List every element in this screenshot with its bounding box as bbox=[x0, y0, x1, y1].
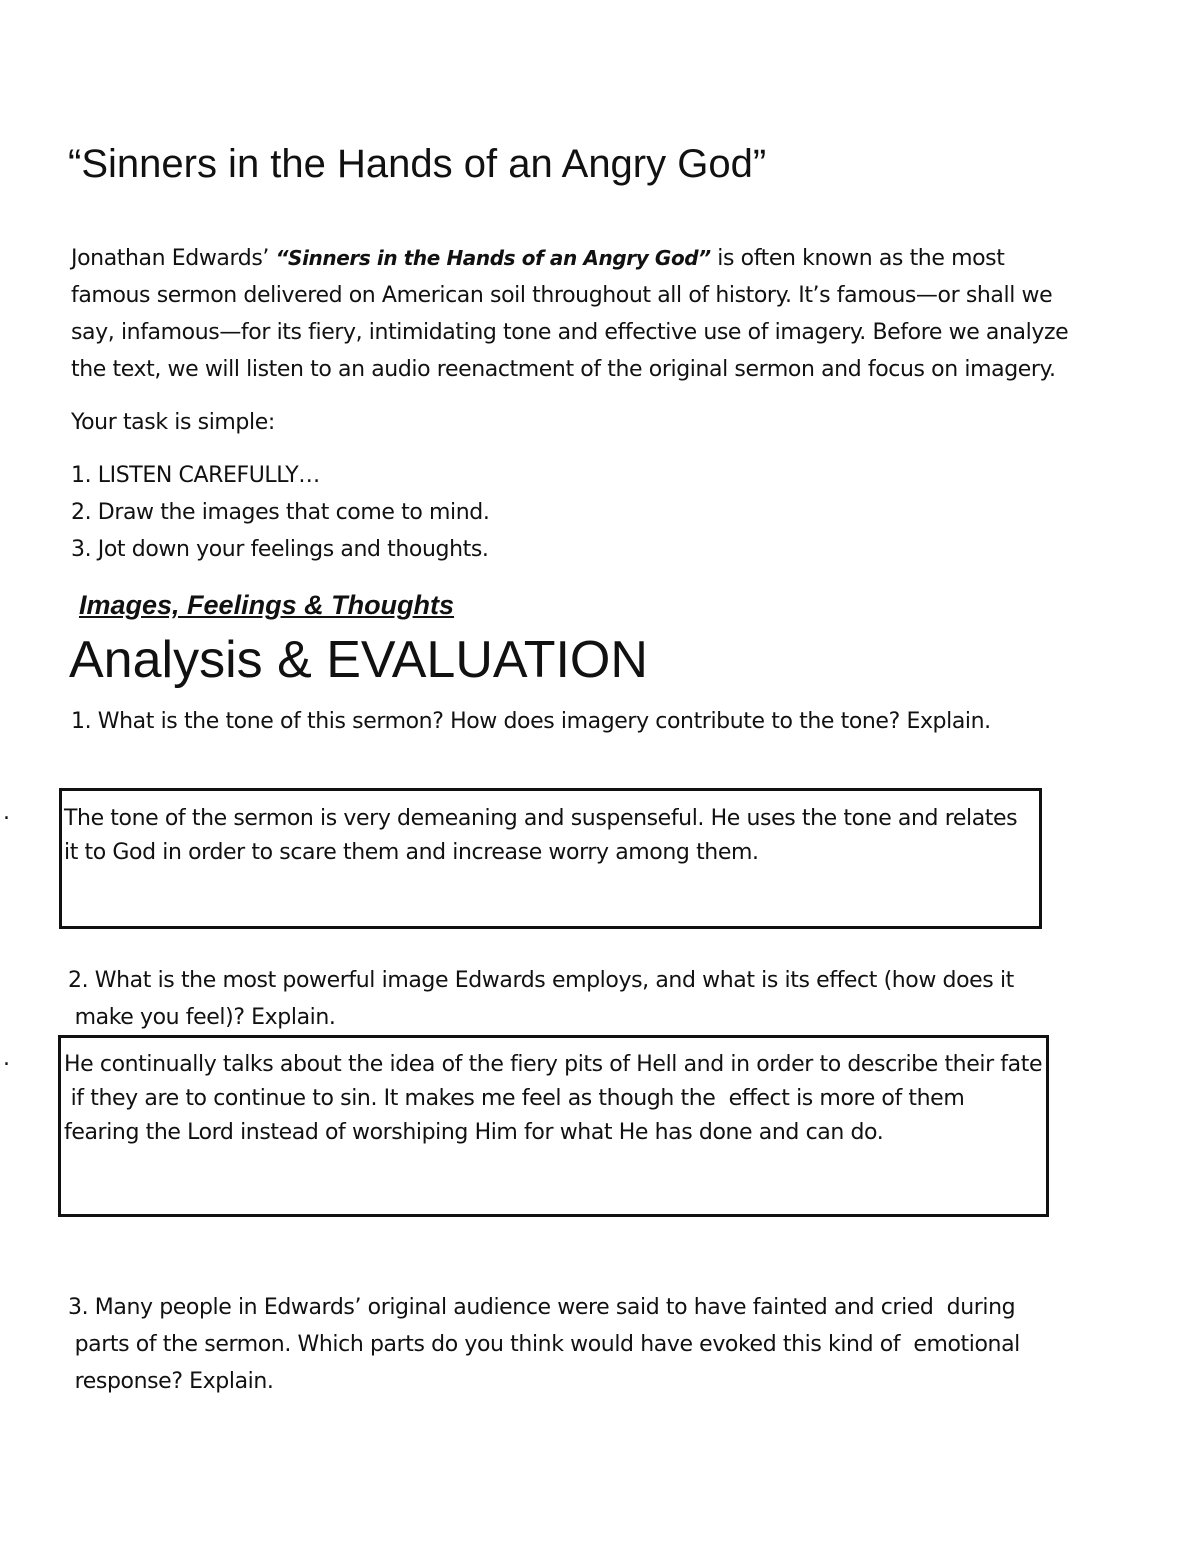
answer-line: if they are to continue to sin. It makes me feel as though the effect is more of them bbox=[64, 1086, 965, 1111]
question-3 bbox=[68, 1289, 1020, 1400]
question-line: parts of the sermon. Which parts do you think would have evoked this kind of emotional bbox=[68, 1332, 1020, 1357]
intro-line: famous sermon delivered on American soil throughout all of history. It’s famous—or shall we bbox=[71, 283, 1053, 308]
task-item: 3. Jot down your feelings and thoughts. bbox=[71, 537, 489, 562]
task-item: 2. Draw the images that come to mind. bbox=[71, 500, 490, 525]
task-item: 1. LISTEN CAREFULLY… bbox=[71, 463, 320, 488]
intro-line: say, infamous—for its fiery, intimidating tone and effective use of imagery. Before we analyze bbox=[71, 320, 1069, 345]
section-subtitle: Images, Feelings & Thoughts bbox=[79, 590, 455, 620]
intro-line-tail: is often known as the most bbox=[710, 246, 1005, 271]
answer-2-bullet: . bbox=[3, 1046, 10, 1071]
answer-line: The tone of the sermon is very demeaning and suspenseful. He uses the tone and relates bbox=[64, 806, 1018, 831]
answer-line: He continually talks about the idea of the fiery pits of Hell and in order to describe their fate bbox=[64, 1052, 1043, 1077]
answer-line: it to God in order to scare them and increase worry among them. bbox=[64, 840, 759, 865]
answer-line: fearing the Lord instead of worshiping Him for what He has done and can do. bbox=[64, 1120, 884, 1145]
task-intro: Your task is simple: bbox=[71, 410, 275, 435]
question-line: response? Explain. bbox=[68, 1369, 274, 1394]
question-2 bbox=[68, 962, 1014, 1036]
intro-paragraph bbox=[71, 240, 1151, 388]
answer-2-text bbox=[64, 1048, 1042, 1150]
answer-1-text bbox=[64, 802, 1017, 870]
question-1: 1. What is the tone of this sermon? How does imagery contribute to the tone? Explain. bbox=[71, 709, 991, 734]
intro-sermon-title: “Sinners in the Hands of an Angry God” bbox=[275, 246, 711, 270]
intro-line: the text, we will listen to an audio reenactment of the original sermon and focus on imagery. bbox=[71, 357, 1056, 382]
intro-line bbox=[71, 240, 1151, 277]
section-heading: Analysis & EVALUATION bbox=[69, 631, 648, 689]
answer-1-bullet: . bbox=[3, 800, 10, 825]
task-list bbox=[71, 457, 489, 568]
question-line: make you feel)? Explain. bbox=[68, 1005, 336, 1030]
intro-author: Jonathan Edwards’ bbox=[71, 246, 276, 271]
question-line: 2. What is the most powerful image Edwards employs, and what is its effect (how does it bbox=[68, 968, 1014, 993]
document-title: “Sinners in the Hands of an Angry God” bbox=[68, 142, 767, 186]
question-line: 3. Many people in Edwards’ original audience were said to have fainted and cried during bbox=[68, 1295, 1016, 1320]
